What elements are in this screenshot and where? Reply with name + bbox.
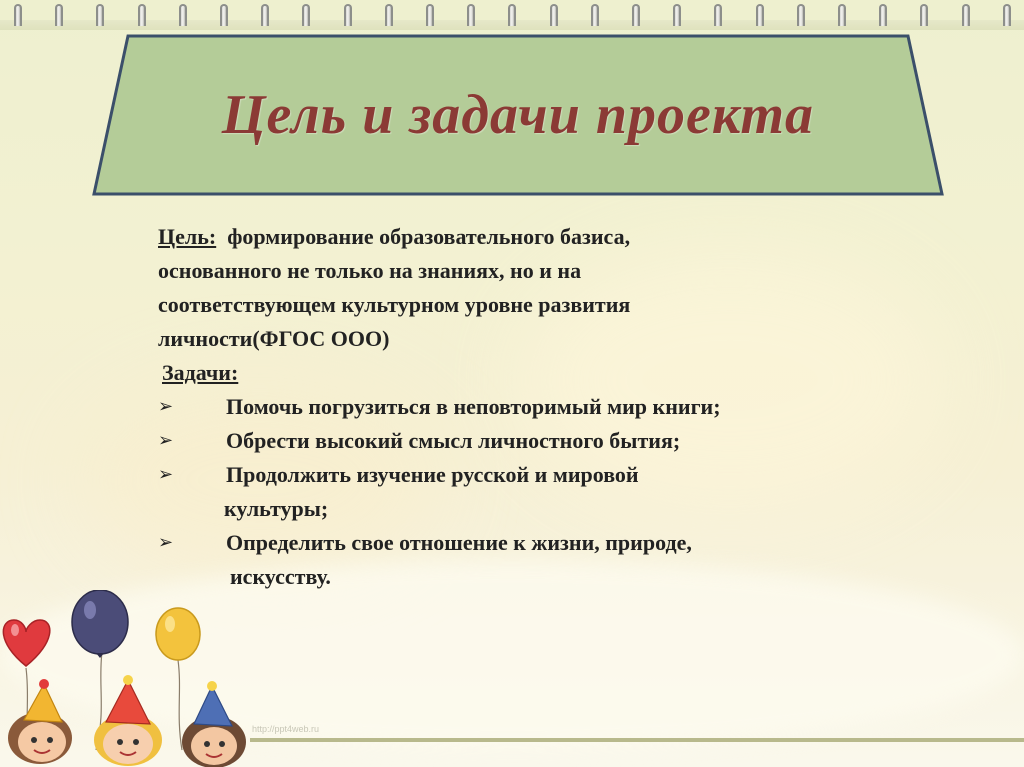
party-hat-icon [106, 680, 150, 724]
binder-ring-icon [797, 4, 805, 26]
goal-line-4: личности(ФГОС ООО) [158, 326, 390, 351]
bullet-arrow-icon: ➢ [158, 396, 174, 417]
binder-ring-icon [385, 4, 393, 26]
goal-line-1 [158, 220, 918, 254]
binder-ring-icon [179, 4, 187, 26]
tasks-heading [158, 356, 918, 390]
tasks-label: Задачи: [162, 360, 239, 385]
party-decoration [0, 590, 260, 767]
balloon-icon [72, 590, 128, 658]
task-item [158, 390, 918, 424]
notebook-binding [0, 0, 1024, 34]
binder-ring-icon [467, 4, 475, 26]
binder-ring-icon [220, 4, 228, 26]
bullet-arrow-icon: ➢ [158, 430, 174, 451]
footer-url: http://ppt4web.ru [252, 724, 320, 734]
party-hat-icon [24, 684, 62, 722]
child-face-icon [94, 675, 162, 766]
goal-text-1: формирование образовательного базиса, [227, 224, 631, 249]
binder-ring-icon [591, 4, 599, 26]
binder-ring-icon [879, 4, 887, 26]
bullet-arrow-icon: ➢ [158, 532, 174, 553]
binder-ring-icon [632, 4, 640, 26]
goal-line-3: соответствующем культурном уровне развития [158, 292, 631, 317]
child-face-icon [182, 681, 246, 767]
slide-body [158, 220, 918, 594]
binder-ring-icon [550, 4, 558, 26]
binder-ring-icon [962, 4, 970, 26]
task-text-continued: искусству. [230, 564, 331, 589]
goal-line-2: основанного не только на знаниях, но и на [158, 258, 582, 283]
task-text: Определить свое отношение к жизни, природе, [226, 530, 692, 555]
binder-ring-icon [838, 4, 846, 26]
binder-ring-icon [138, 4, 146, 26]
task-text-continued: культуры; [224, 496, 329, 521]
task-text: Обрести высокий смысл личностного бытия; [226, 428, 681, 453]
binder-ring-icon [756, 4, 764, 26]
binder-ring-icon [1003, 4, 1011, 26]
child-face-icon [8, 679, 72, 764]
bottom-border-line [250, 738, 1024, 742]
binder-ring-icon [302, 4, 310, 26]
party-hat-icon [194, 686, 232, 726]
slide-title: Цель и задачи проекта [221, 84, 815, 146]
task-item [158, 526, 918, 560]
task-item [158, 458, 918, 492]
goal-label: Цель: [158, 224, 217, 249]
binder-ring-icon [14, 4, 22, 26]
bullet-arrow-icon: ➢ [158, 464, 174, 485]
binder-ring-icon [673, 4, 681, 26]
binder-ring-icon [261, 4, 269, 26]
binder-ring-icon [55, 4, 63, 26]
task-text: Помочь погрузиться в неповторимый мир книги; [226, 394, 721, 419]
binder-ring-icon [714, 4, 722, 26]
balloon-icon [3, 620, 49, 666]
task-text: Продолжить изучение русской и мировой [226, 462, 639, 487]
binder-ring-icon [344, 4, 352, 26]
binder-ring-icon [920, 4, 928, 26]
binder-ring-icon [96, 4, 104, 26]
binder-ring-icon [508, 4, 516, 26]
task-item [158, 424, 918, 458]
binder-ring-icon [426, 4, 434, 26]
title-box [92, 32, 944, 198]
balloon-icon [156, 608, 200, 660]
